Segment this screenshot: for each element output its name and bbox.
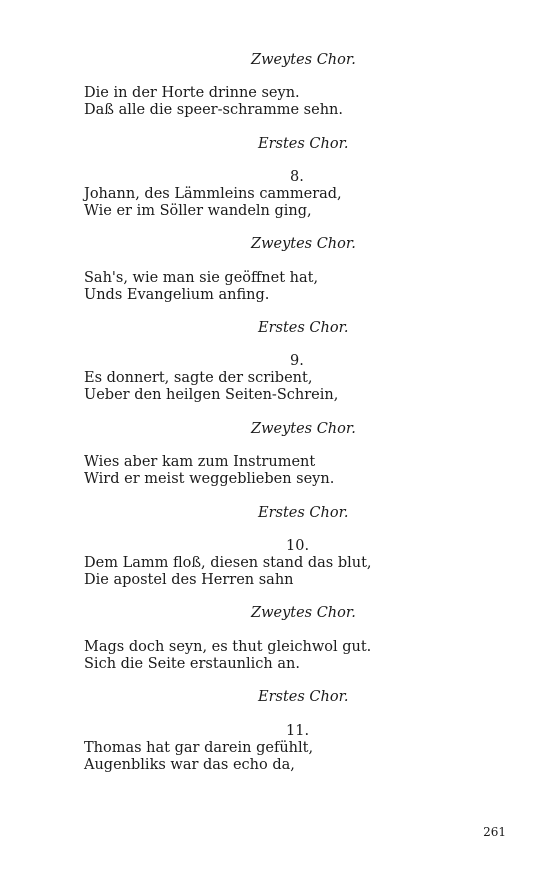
verse-line: Dem Lamm floß, diesen stand das blut, [84,555,372,571]
stanza-number: 8. [290,169,304,185]
verse-line: Sah's, wie man sie geöffnet hat, [84,270,319,286]
verse-line: Mags doch seyn, es thut gleichwol gut. [84,639,372,655]
verse-line: Die in der Horte drinne seyn. [84,85,300,101]
verse-line: Sich die Seite erstaunlich an. [84,656,300,672]
verse-line: Daß alle die speer-schramme sehn. [84,102,343,118]
stanza-number: 9. [290,353,304,369]
chorus-heading: Erstes Chor. [258,689,349,705]
chorus-heading: Zweytes Chor. [251,236,356,252]
verse-line: Wie er im Söller wandeln ging, [84,203,312,219]
verse-line: Es donnert, sagte der scribent, [84,370,313,386]
chorus-heading: Zweytes Chor. [251,605,356,621]
chorus-heading: Erstes Chor. [258,320,349,336]
stanza-number: 11. [286,723,310,739]
chorus-heading: Erstes Chor. [258,136,349,152]
chorus-heading: Zweytes Chor. [251,52,356,68]
page-number: 261 [483,825,506,839]
chorus-heading: Erstes Chor. [258,505,349,521]
verse-line: Ueber den heilgen Seiten-Schrein, [84,387,339,403]
verse-line: Augenbliks war das echo da, [84,757,295,773]
verse-line: Die apostel des Herren sahn [84,572,294,588]
verse-line: Wies aber kam zum Instrument [84,454,316,470]
verse-line: Johann, des Lämmleins cammerad, [84,186,342,202]
verse-line: Unds Evangelium anfing. [84,287,270,303]
chorus-heading: Zweytes Chor. [251,421,356,437]
verse-line: Thomas hat gar darein gefühlt, [84,740,314,756]
stanza-number: 10. [286,538,310,554]
verse-line: Wird er meist weggeblieben seyn. [84,471,335,487]
